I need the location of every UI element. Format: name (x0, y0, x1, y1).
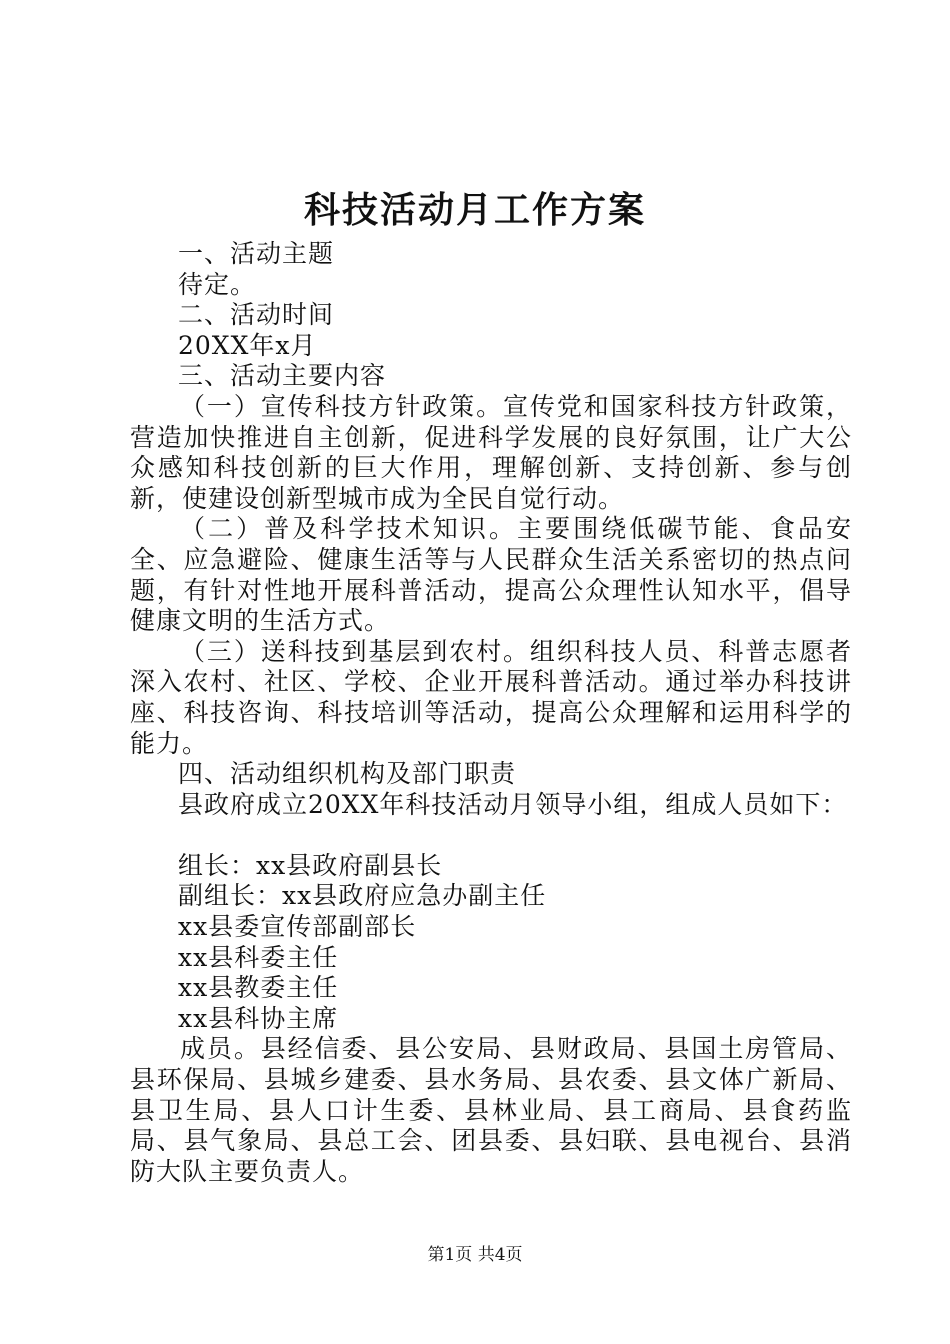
section-heading-theme: 一、活动主题 (178, 239, 335, 268)
vice-member-line: xx县委宣传部副部长 (178, 912, 417, 942)
vice-leader-line: 副组长：xx县政府应急办副主任 (178, 881, 547, 911)
section-heading-content: 三、活动主要内容 (178, 361, 387, 391)
section-heading-organization: 四、活动组织机构及部门职责 (178, 759, 517, 789)
leader-line: 组长：xx县政府副县长 (178, 850, 443, 880)
page-number: 第1页 共4页 (427, 1245, 523, 1265)
theme-text: 待定。 (178, 269, 257, 299)
vice-member-line: xx县教委主任 (178, 973, 339, 1003)
content-paragraph-2: （二）普及科学技术知识。主要围绕低碳节能、食品安全、应急避险、健康生活等与人民群众生活关系密切的热点问题，有针对性地开展科普活动，提高公众理性认知水平，倡导健康文明的生活方式。 (130, 514, 852, 636)
content-paragraph-3: （三）送科技到基层到农村。组织科技人员、科普志愿者深入农村、社区、学校、企业开展科普活动。通过举办科技讲座、科技咨询、科技培训等活动，提高公众理解和运用科学的能力。 (130, 636, 852, 758)
vice-member-line: xx县科协主席 (178, 1003, 339, 1033)
document-body (130, 239, 852, 1187)
vice-member-line: xx县科委主任 (178, 942, 339, 972)
content-paragraph-1: （一）宣传科技方针政策。宣传党和国家科技方针政策，营造加快推进自主创新，促进科学发展的良好氛围，让广大公众感知科技创新的巨大作用，理解创新、支持创新、参与创新，使建设创新型城市成为全民自觉行动。 (130, 391, 852, 513)
members-paragraph: 成员。县经信委、县公安局、县财政局、县国土房管局、县环保局、县城乡建委、县水务局、县农委、县文体广新局、县卫生局、县人口计生委、县林业局、县工商局、县食药监局、县气象局、县总工会、团县委、县妇联、县电视台、县消防大队主要负责人。 (130, 1034, 852, 1186)
section-heading-time: 二、活动时间 (178, 300, 335, 330)
organization-intro: 县政府成立20XX年科技活动月领导小组，组成人员如下： (178, 789, 848, 819)
blank-line (130, 820, 852, 851)
document-title: 科技活动月工作方案 (303, 189, 646, 231)
time-text: 20XX年x月 (178, 330, 317, 360)
